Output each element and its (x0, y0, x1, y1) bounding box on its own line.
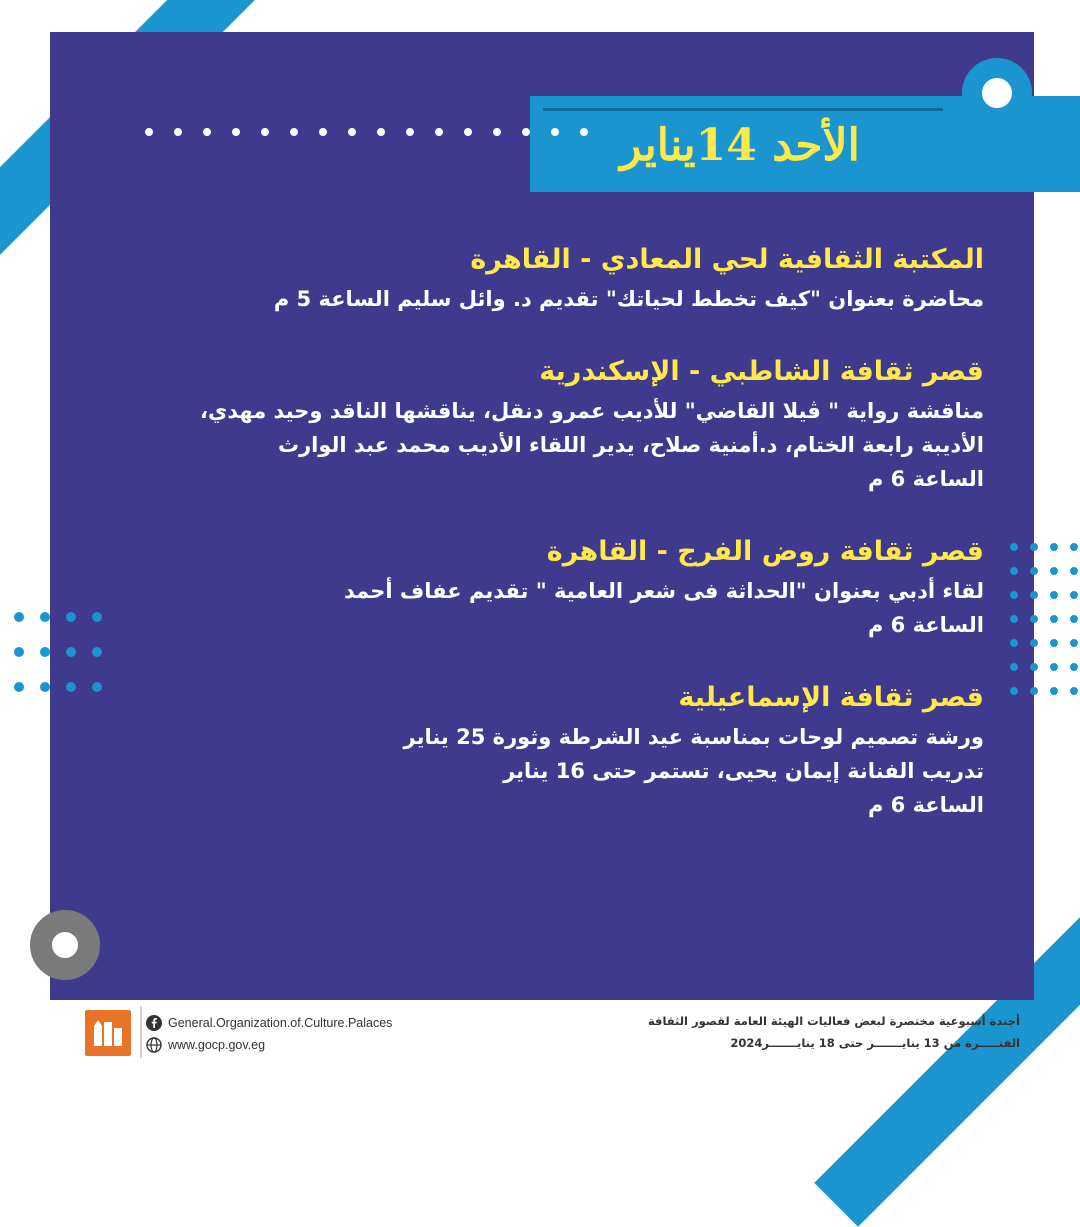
event-time: الساعة 6 م (867, 613, 984, 637)
ring-decoration-icon (30, 910, 100, 980)
event-detail: تدريب الفنانة إيمان يحيى، تستمر حتى 16 يناير (503, 759, 984, 783)
event-detail: ورشة تصميم لوحات بمناسبة عيد الشرطة وثورة 25 يناير (403, 725, 984, 749)
event-item (120, 676, 984, 822)
facebook-link[interactable]: General.Organization.of.Culture.Palaces (168, 1016, 393, 1030)
event-time: الساعة 6 م (867, 467, 984, 491)
event-detail: محاضرة بعنوان "كيف تخطط لحياتك" تقديم د. وائل سليم الساعة 5 م (273, 287, 984, 311)
agenda-description: أجندة أسبوعية مختصرة لبعض فعاليات الهيئة العامة لقصور الثقافة (647, 1014, 1020, 1028)
website-link[interactable]: www.gocp.gov.eg (168, 1038, 266, 1052)
event-venue: المكتبة الثقافية لحي المعادي - القاهرة (470, 244, 984, 275)
event-venue: قصر ثقافة الإسماعيلية (678, 682, 984, 713)
facebook-contact[interactable] (146, 1012, 392, 1034)
event-item (120, 530, 984, 642)
ring-decoration-icon (962, 58, 1032, 128)
event-venue: قصر ثقافة روض الفرج - القاهرة (546, 536, 984, 567)
event-detail: مناقشة رواية " ڤيلا القاضي" للأديب عمرو دنقل، يناقشها الناقد وحيد مهدي، (200, 399, 984, 423)
event-item (120, 350, 984, 496)
event-venue: قصر ثقافة الشاطبي - الإسكندرية (539, 356, 984, 387)
event-detail: الأديبة رابعة الختام، د.أمنية صلاح، يدير اللقاء الأديب محمد عبد الوارث (277, 433, 984, 457)
dots-decoration (145, 128, 588, 136)
event-detail: لقاء أدبي بعنوان "الحداثة فى شعر العامية " تقديم عفاف أحمد (344, 579, 984, 603)
dot-grid-decoration (14, 612, 102, 692)
website-contact[interactable] (146, 1034, 392, 1056)
event-time: الساعة 6 م (867, 793, 984, 817)
globe-icon (146, 1037, 162, 1053)
footer-contacts (146, 1012, 392, 1056)
facebook-icon (146, 1015, 162, 1031)
dot-grid-decoration (1010, 543, 1080, 695)
footer-agenda (600, 1010, 1020, 1054)
footer-divider (140, 1006, 142, 1058)
events-list (120, 238, 984, 856)
page-title: الأحد 14يناير (620, 120, 860, 171)
agenda-period: الفتـــــرة من 13 ينايـــــــر حتى 18 ينايـــــــر2024 (730, 1036, 1020, 1050)
event-item (120, 238, 984, 316)
organization-logo-icon (85, 1010, 131, 1056)
